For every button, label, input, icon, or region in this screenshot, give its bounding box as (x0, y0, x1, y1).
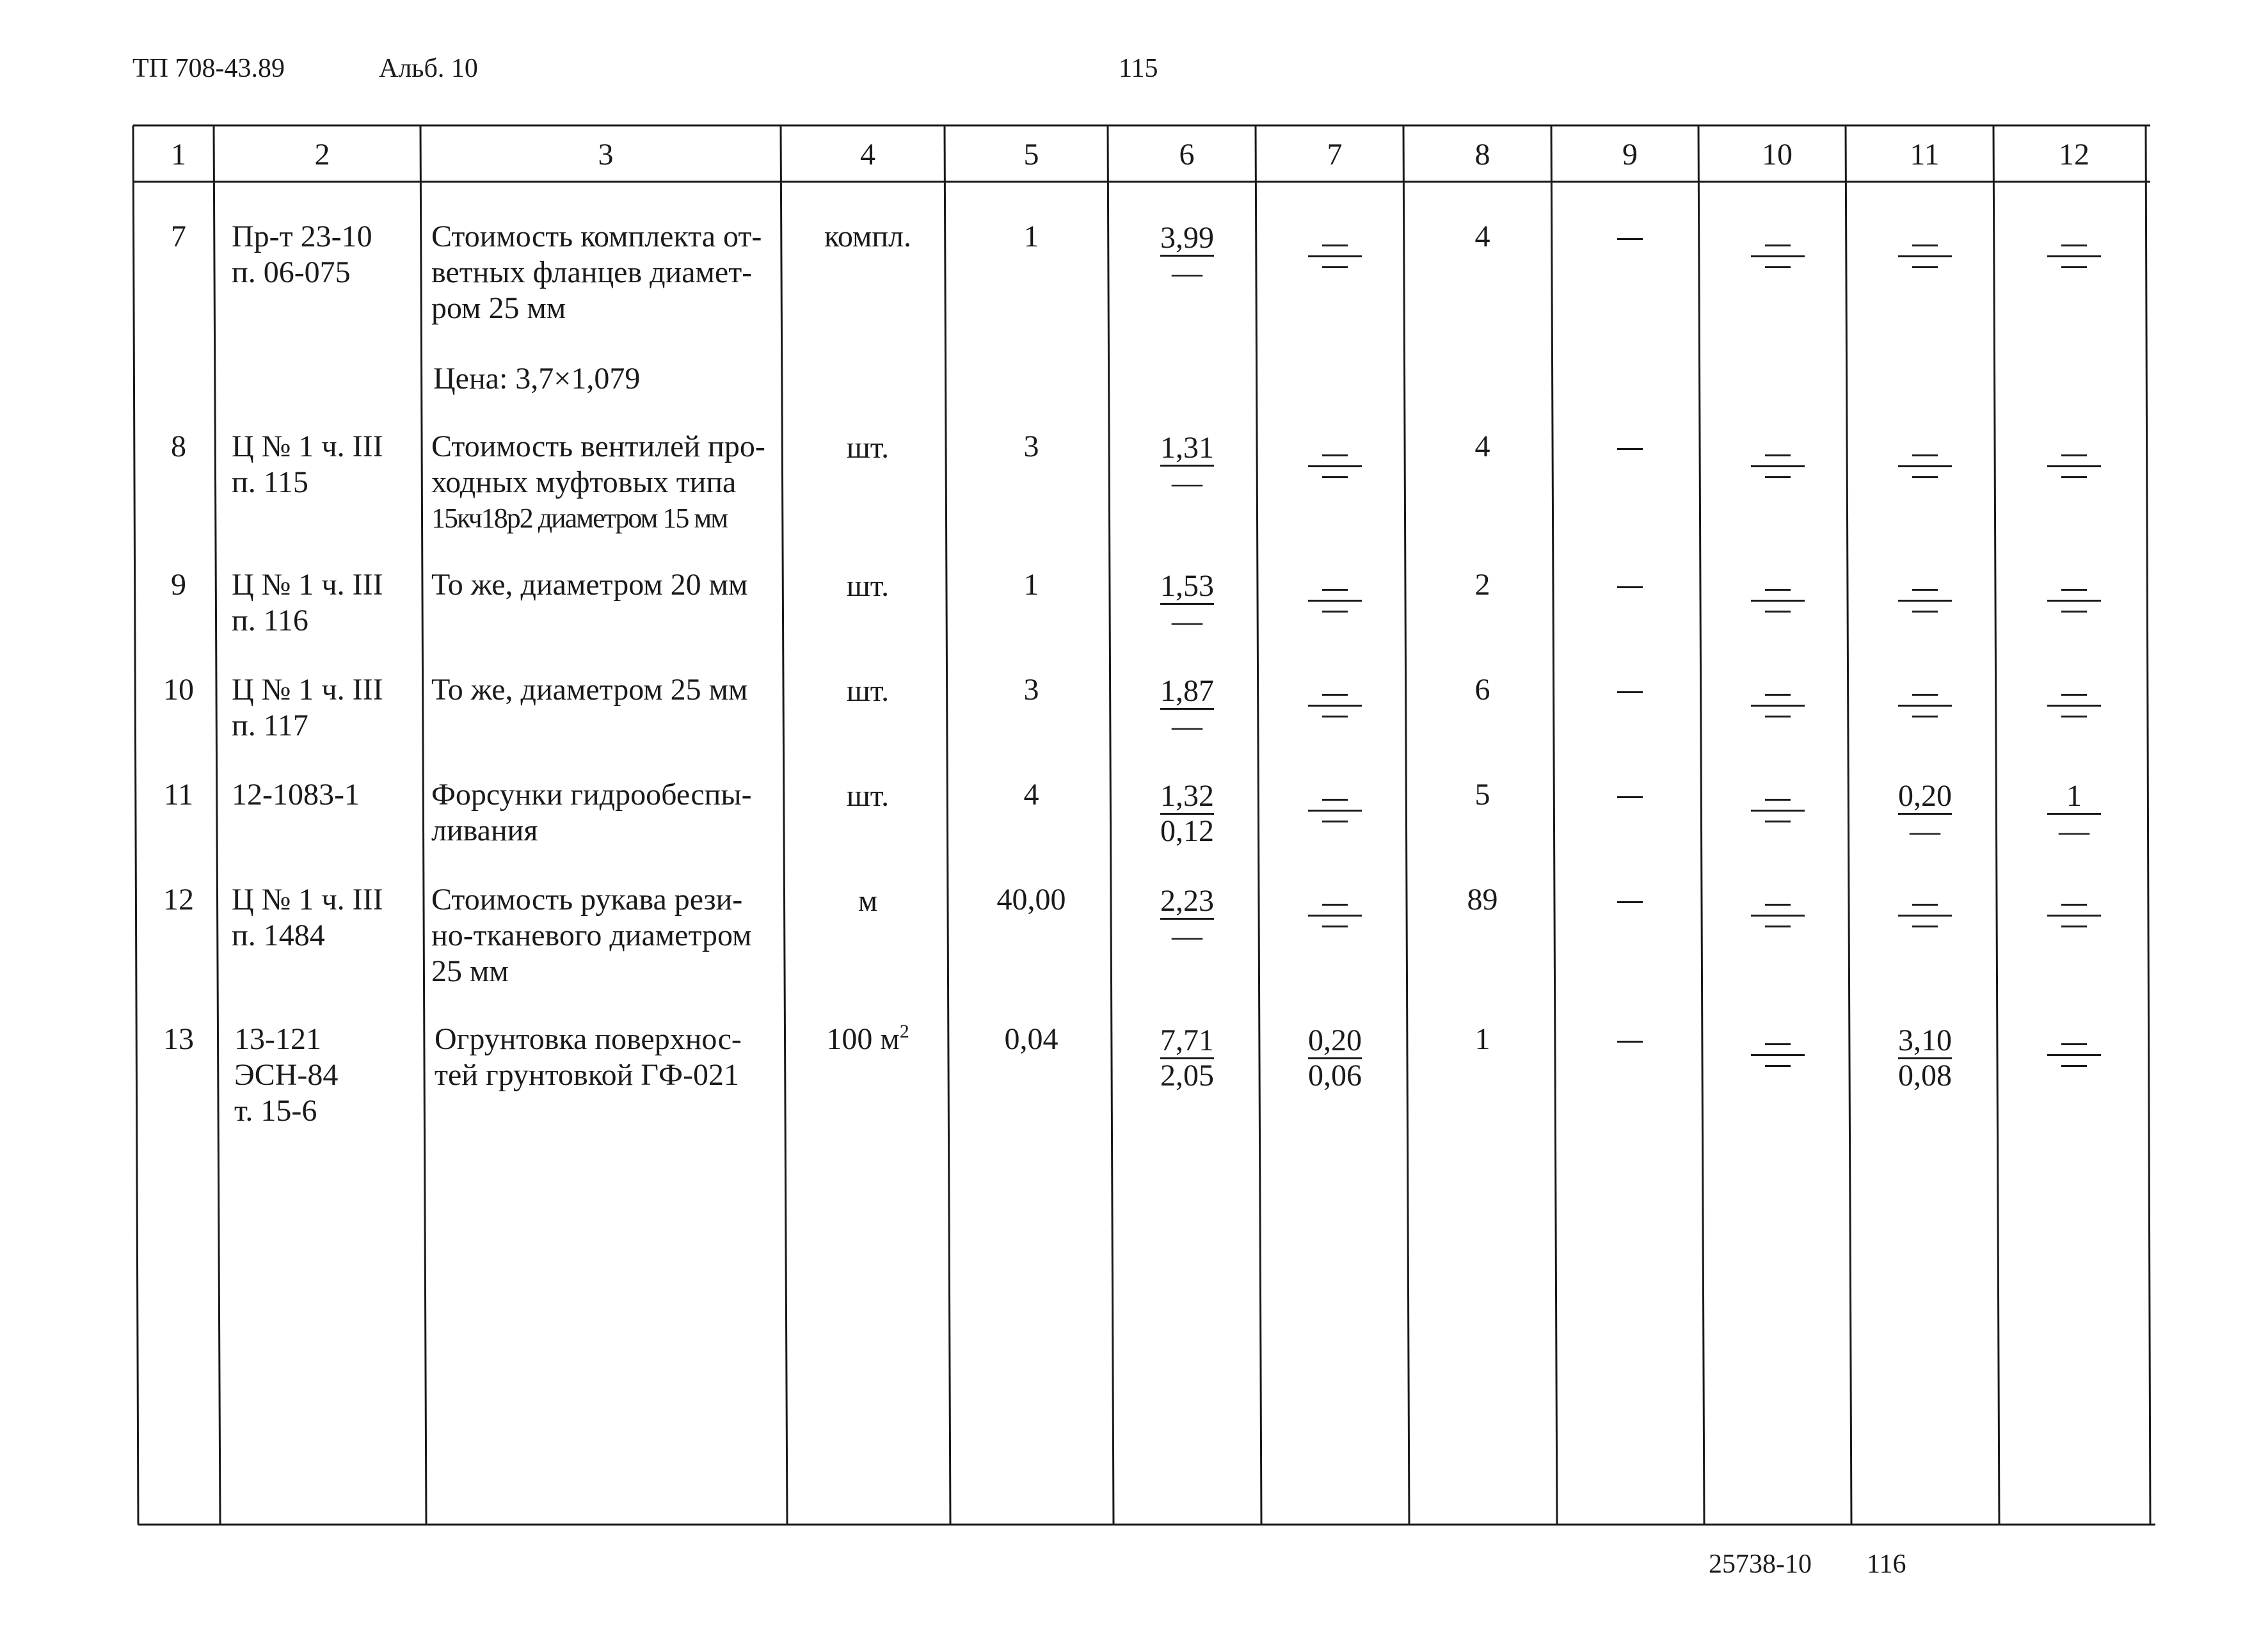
description-line: ливания (431, 814, 538, 847)
empty-fraction (1898, 454, 1952, 478)
fraction-value: 1,31 — (1160, 431, 1214, 500)
description-line: ветных фланцев диамет- (431, 255, 753, 289)
reference-line: ЭСН-84 (234, 1058, 339, 1092)
empty-fraction (2047, 694, 2101, 717)
empty-fraction (1308, 244, 1362, 268)
empty-fraction (2047, 904, 2101, 927)
unit: м (858, 884, 878, 918)
empty-fraction (1308, 799, 1362, 822)
empty-fraction (2047, 244, 2101, 268)
row-number: 11 (163, 778, 194, 812)
column-header-3: 3 (598, 138, 614, 172)
column-8-value: 1 (1474, 1022, 1490, 1056)
description-line: Стоимость комплекта от- (431, 220, 762, 253)
dash (1617, 901, 1643, 903)
dash (1617, 238, 1643, 240)
fraction-value: 0,20 0,06 (1308, 1023, 1362, 1093)
fraction-value: 2,23 — (1160, 884, 1214, 953)
empty-fraction (1308, 694, 1362, 717)
fraction-value: 0,20 — (1898, 779, 1952, 848)
quantity: 1 (1023, 220, 1039, 253)
row-number: 13 (163, 1022, 194, 1056)
empty-fraction (1751, 454, 1805, 478)
reference-line: п. 115 (232, 465, 308, 499)
fraction-value: 3,10 0,08 (1898, 1023, 1952, 1093)
fraction-value: 1,87 — (1160, 674, 1214, 743)
empty-fraction (1898, 244, 1952, 268)
column-8-value: 2 (1474, 568, 1490, 602)
quantity: 0,04 (1004, 1022, 1058, 1056)
empty-fraction (2047, 589, 2101, 613)
column-header-11: 11 (1910, 138, 1940, 172)
description-line: Стоимость вентилей про- (431, 429, 765, 463)
description-line: Огрунтовка поверхнос- (435, 1022, 742, 1056)
empty-fraction (2047, 1043, 2101, 1067)
column-8-value: 5 (1474, 778, 1490, 812)
row-number: 12 (163, 883, 194, 917)
unit: шт. (846, 569, 890, 603)
reference-line: п. 116 (232, 604, 308, 637)
empty-fraction (1751, 244, 1805, 268)
quantity: 3 (1023, 673, 1039, 707)
quantity: 1 (1023, 568, 1039, 602)
reference-line: 13-121 (234, 1022, 321, 1056)
column-header-6: 6 (1179, 138, 1195, 172)
column-header-2: 2 (314, 138, 330, 172)
reference-line: Ц № 1 ч. III (232, 673, 383, 707)
empty-fraction (1898, 589, 1952, 613)
empty-fraction (2047, 454, 2101, 478)
column-8-value: 4 (1474, 429, 1490, 463)
document-code: ТП 708-43.89 (132, 54, 285, 83)
empty-fraction (1751, 799, 1805, 822)
reference-line: 12-1083-1 (232, 778, 360, 812)
footer-page-number: 116 (1867, 1550, 1906, 1579)
dash (1617, 1041, 1643, 1043)
description-line: но-тканевого диаметром (431, 918, 752, 952)
description-line: ром 25 мм (431, 291, 566, 325)
price-note: Цена: 3,7×1,079 (433, 362, 641, 396)
description-line: Форсунки гидрообеспы- (431, 778, 752, 812)
album-number: Альб. 10 (379, 54, 478, 83)
empty-fraction (1308, 589, 1362, 613)
empty-fraction (1751, 904, 1805, 927)
description-line: тей грунтовкой ГФ-021 (435, 1058, 739, 1092)
description-line: То же, диаметром 25 мм (431, 673, 748, 707)
unit: шт. (846, 674, 890, 708)
fraction-value: 1,53 — (1160, 569, 1214, 638)
quantity: 3 (1023, 429, 1039, 463)
reference-line: п. 1484 (232, 918, 325, 952)
column-header-8: 8 (1474, 138, 1490, 172)
column-header-9: 9 (1622, 138, 1638, 172)
row-number: 7 (171, 220, 186, 253)
fraction-value: 7,71 2,05 (1160, 1023, 1214, 1093)
description-line: ходных муфтовых типа (431, 465, 737, 499)
reference-line: Ц № 1 ч. III (232, 568, 383, 602)
footer-document-code: 25738-10 (1709, 1550, 1812, 1579)
row-number: 8 (171, 429, 186, 463)
quantity: 4 (1023, 778, 1039, 812)
empty-fraction (1751, 694, 1805, 717)
fraction-value: 1,32 0,12 (1160, 779, 1214, 848)
row-number: 9 (171, 568, 186, 602)
quantity: 40,00 (996, 883, 1066, 917)
unit: шт. (846, 431, 890, 465)
empty-fraction (1308, 454, 1362, 478)
reference-line: п. 06-075 (232, 255, 351, 289)
description-line: Стоимость рукава рези- (431, 883, 743, 917)
column-8-value: 89 (1467, 883, 1498, 917)
fraction-value: 1 — (2029, 780, 2119, 848)
column-header-10: 10 (1762, 138, 1793, 172)
column-8-value: 4 (1474, 220, 1490, 253)
unit: 100 $м^2$ (826, 1021, 909, 1056)
reference-line: Ц № 1 ч. III (232, 429, 383, 463)
column-header-5: 5 (1023, 138, 1039, 172)
column-header-4: 4 (860, 138, 875, 172)
dash (1617, 691, 1643, 693)
column-8-value: 6 (1474, 673, 1490, 707)
empty-fraction (1751, 1043, 1805, 1067)
reference-line: т. 15-6 (234, 1094, 317, 1128)
reference-line: Ц № 1 ч. III (232, 883, 383, 917)
empty-fraction (1898, 904, 1952, 927)
page-number: 115 (1119, 54, 1158, 83)
column-header-12: 12 (2059, 138, 2089, 172)
description-line: 15кч18р2 диаметром 15 мм (431, 502, 728, 534)
description-line: То же, диаметром 20 мм (431, 568, 748, 602)
column-header-7: 7 (1327, 138, 1343, 172)
reference-line: п. 117 (232, 709, 308, 742)
empty-fraction (1751, 589, 1805, 613)
dash (1617, 586, 1643, 588)
column-header-1: 1 (171, 138, 186, 172)
reference-line: Пр-т 23-10 (232, 220, 372, 253)
dash (1617, 796, 1643, 798)
fraction-value: 3,99 — (1160, 221, 1214, 290)
empty-fraction (1898, 694, 1952, 717)
unit: шт. (846, 779, 890, 813)
empty-fraction (1308, 904, 1362, 927)
dash (1617, 448, 1643, 450)
unit: компл. (824, 220, 911, 253)
description-line: 25 мм (431, 954, 509, 988)
row-number: 10 (163, 673, 194, 707)
